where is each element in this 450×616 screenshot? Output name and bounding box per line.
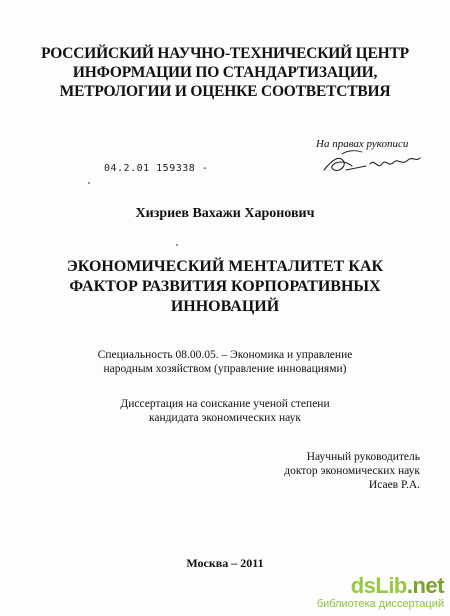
- manuscript-rights-note: На правах рукописи: [316, 138, 409, 150]
- handwritten-signature: [322, 148, 422, 178]
- title-line-3: ИННОВАЦИЙ: [170, 298, 280, 315]
- specialty-block: [0, 348, 450, 376]
- dslib-logo-main: dsLib: [350, 573, 407, 598]
- advisor-role: Научный руководитель: [306, 451, 420, 463]
- advisor-name: Исаев Р.А.: [368, 479, 420, 491]
- dslib-logo-suffix: .net: [406, 573, 444, 598]
- title-line-2: ФАКТОР РАЗВИТИЯ КОРПОРАТИВНЫХ: [69, 278, 381, 295]
- advisor-degree: доктор экономических наук: [284, 465, 420, 477]
- author-name: Хизриев Вахажи Харонович: [135, 206, 315, 221]
- dslib-logo: [314, 574, 444, 598]
- degree-line-1: Диссертация на соискание ученой степени: [120, 398, 330, 410]
- organization-line-1: РОССИЙСКИЙ НАУЧНО-ТЕХНИЧЕСКИЙ ЦЕНТР: [41, 45, 409, 62]
- scan-speck: [176, 244, 178, 246]
- inventory-number: 04.2.01 159338 -: [104, 163, 209, 174]
- degree-block: [0, 397, 450, 425]
- organization-line-2: ИНФОРМАЦИИ ПО СТАНДАРТИЗАЦИИ,: [72, 64, 378, 81]
- scan-speck: [88, 182, 90, 184]
- dissertation-title: [0, 257, 450, 317]
- city-year: Москва – 2011: [186, 556, 264, 570]
- dslib-watermark[interactable]: [314, 574, 444, 614]
- organization-header: [0, 44, 450, 101]
- dslib-caption: библиотека диссертаций: [316, 598, 444, 610]
- scientific-advisor-block: [252, 450, 420, 492]
- organization-line-3: МЕТРОЛОГИИ И ОЦЕНКЕ СООТВЕТСТВИЯ: [59, 83, 391, 100]
- title-line-1: ЭКОНОМИЧЕСКИЙ МЕНТАЛИТЕТ КАК: [66, 258, 384, 275]
- specialty-line-1: Специальность 08.00.05. – Экономика и управление: [97, 349, 353, 361]
- specialty-line-2: народным хозяйством (управление инновациями): [103, 363, 347, 375]
- degree-line-2: кандидата экономических наук: [149, 412, 301, 424]
